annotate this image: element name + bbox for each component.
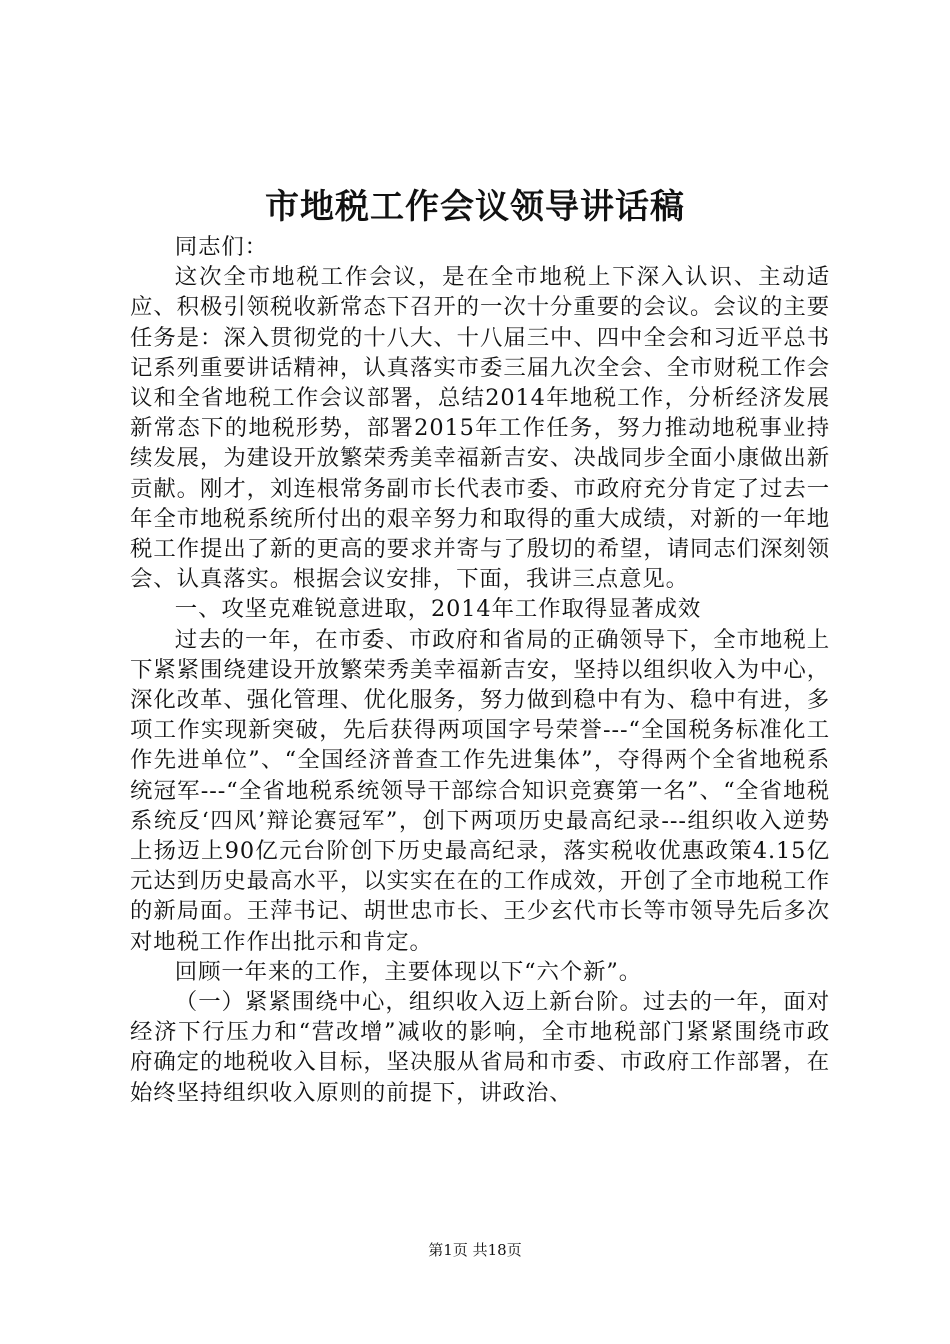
document-body	[130, 232, 830, 1108]
body-paragraph: 过去的一年，在市委、市政府和省局的正确领导下，全市地税上下紧紧围绕建设开放繁荣秀美幸福新吉安，坚持以组织收入为中心，深化改革、强化管理、优化服务，努力做到稳中有为、稳中有进，多项工作实现新突破，先后获得两项国字号荣誉---“全国税务标准化工作先进单位”、“全国经济普查工作先进集体”，夺得两个全省地税系统冠军---“全省地税系统领导干部综合知识竞赛第一名”、“全省地税系统反‘四风’辩论赛冠军”，创下两项历史最高纪录---组织收入逆势上扬迈上90亿元台阶创下历史最高纪录，落实税收优惠政策4.15亿元达到历史最高水平，以实实在在的工作成效，开创了全市地税工作的新局面。王萍书记、胡世忠市长、王少玄代市长等市领导先后多次对地税工作作出批示和肯定。	[130, 626, 830, 955]
document-title: 市地税工作会议领导讲话稿	[265, 187, 685, 227]
section-heading: 一、攻坚克难锐意进取，2014年工作取得显著成效	[174, 596, 702, 623]
page-number-footer: 第1页 共18页	[428, 1241, 522, 1259]
body-paragraph: （一）紧紧围绕中心，组织收入迈上新台阶。过去的一年，面对经济下行压力和“营改增”减收的影响，全市地税部门紧紧围绕市政府确定的地税收入目标，坚决服从省局和市委、市政府工作部署，在始终坚持组织收入原则的前提下，讲政治、	[130, 989, 830, 1106]
salutation-paragraph: 同志们：	[174, 234, 268, 260]
body-paragraph: 这次全市地税工作会议，是在全市地税上下深入认识、主动适应、积极引领税收新常态下召开的一次十分重要的会议。会议的主要任务是：深入贯彻党的十八大、十八届三中、四中全会和习近平总书记系列重要讲话精神，认真落实市委三届九次全会、全市财税工作会议和全省地税工作会议部署，总结2014年地税工作，分析经济发展新常态下的地税形势，部署2015年工作任务，努力推动地税事业持续发展，为建设开放繁荣秀美幸福新吉安、决战同步全面小康做出新贡献。刚才，刘连根常务副市长代表市委、市政府充分肯定了过去一年全市地税系统所付出的艰辛努力和取得的重大成绩，对新的一年地税工作提出了新的更高的要求并寄与了殷切的希望，请同志们深刻领会、认真落实。根据会议安排，下面，我讲三点意见。	[130, 264, 830, 593]
body-paragraph: 回顾一年来的工作，主要体现以下“六个新”。	[174, 958, 643, 985]
